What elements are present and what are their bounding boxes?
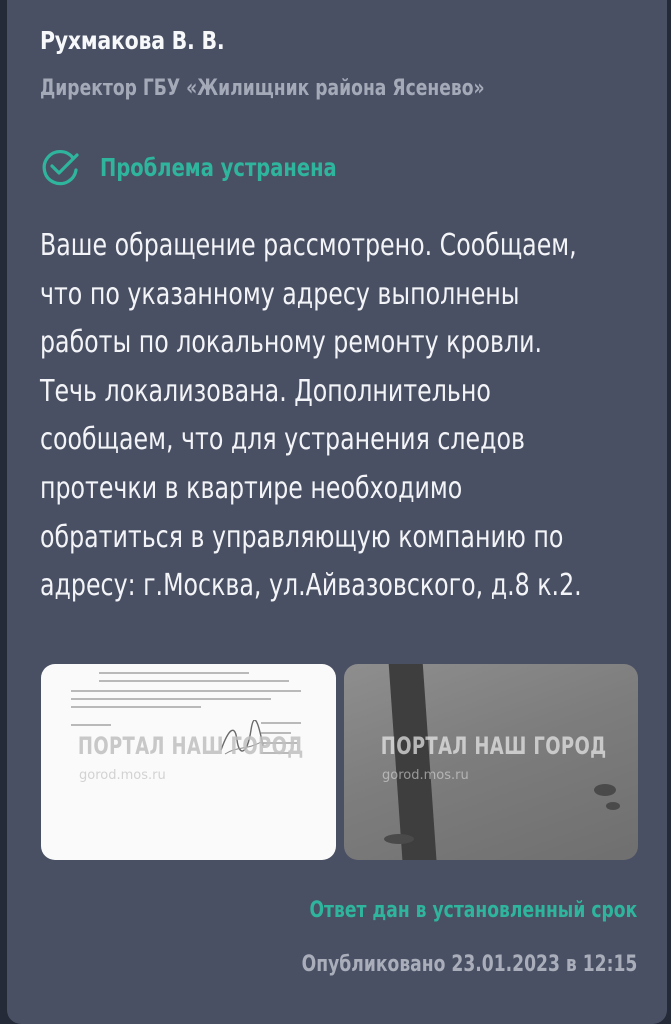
document-text-line	[71, 698, 271, 700]
published-timestamp: Опубликовано 23.01.2023 в 12:15	[301, 952, 637, 977]
document-text-line	[71, 706, 201, 708]
roof-seam	[388, 664, 438, 860]
response-message: Ваше обращение рассмотрено. Сообщаем, что по указанному адресу выполнены работы по локальному ремонту кровли. Течь локализована. Дополнительно сообщаем, что для устранения следов протечки в квартире необходимо обратиться в управляющую компанию по адресу: г.Москва, ул.Айвазовского, д.8 к.2.	[40, 228, 582, 604]
document-text-line	[71, 690, 301, 692]
watermark-url: gorod.mos.ru	[382, 768, 469, 783]
author-name: Рухмакова В. В.	[40, 26, 225, 55]
attachment-document-image[interactable]	[41, 664, 336, 860]
document-text-line	[261, 722, 301, 724]
watermark: ПОРТАЛ НАШ ГОРОД	[380, 732, 607, 760]
response-card	[7, 0, 667, 1024]
document-text-line	[71, 724, 111, 726]
roof-stain	[594, 784, 616, 796]
roof-stain	[606, 802, 620, 810]
status-row	[40, 145, 403, 189]
check-circle-icon	[40, 146, 82, 188]
attachment-roof-photo[interactable]	[344, 664, 638, 860]
author-role: Директор ГБУ «Жилищник района Ясенево»	[40, 76, 485, 101]
document-text-line	[99, 672, 249, 674]
deadline-note: Ответ дан в установленный срок	[309, 898, 637, 923]
watermark-url: gorod.mos.ru	[79, 768, 166, 783]
status-label: Проблема устранена	[100, 152, 337, 182]
roof-stain	[384, 834, 414, 844]
document-text-line	[99, 680, 289, 682]
watermark: ПОРТАЛ НАШ ГОРОД	[77, 732, 304, 760]
